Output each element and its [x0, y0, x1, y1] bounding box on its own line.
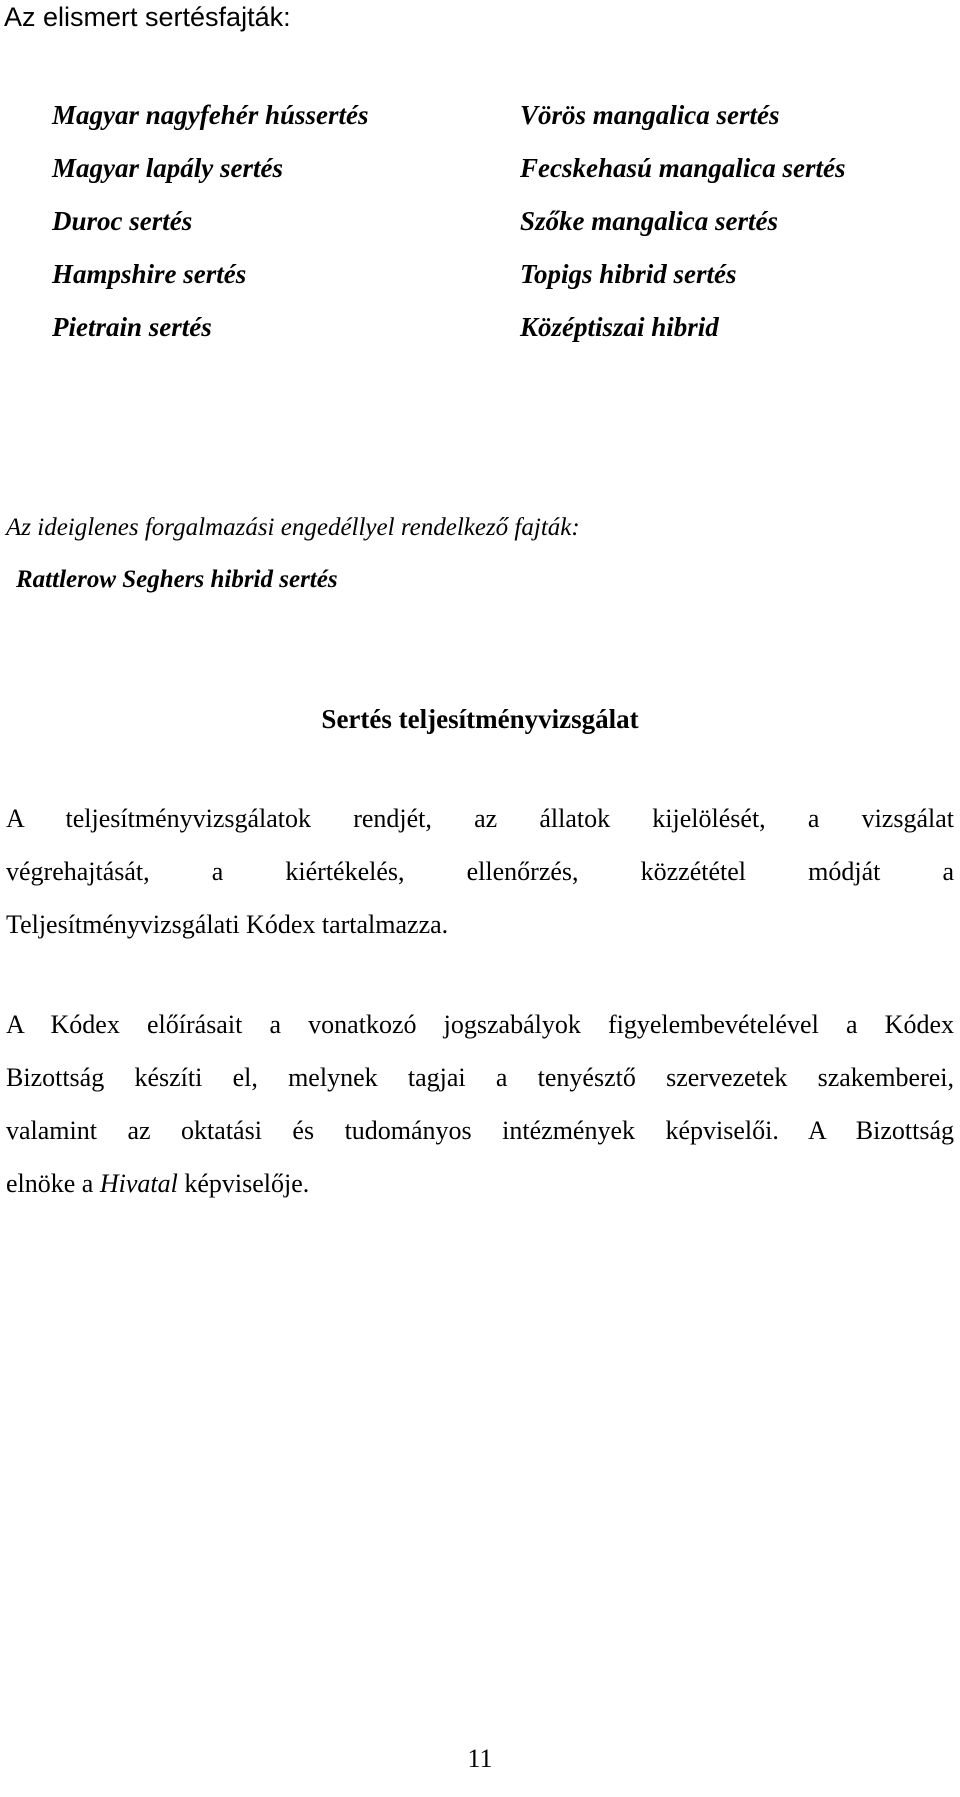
- provisional-breed-item: Rattlerow Seghers hibrid sertés: [16, 566, 338, 593]
- page-number: 11: [467, 1744, 493, 1773]
- breed-item: Vörös mangalica sertés: [520, 100, 780, 130]
- paragraph-line: A Kódex előírásait a vonatkozó jogszabályok figyelembevételével a Kódex: [6, 1010, 954, 1039]
- paragraph-code-committee: [6, 998, 954, 1210]
- paragraph-text: képviselője.: [177, 1169, 310, 1198]
- breed-item: Magyar lapály sertés: [52, 153, 283, 183]
- paragraph-line: A teljesítményvizsgálatok rendjét, az állatok kijelölését, a vizsgálat: [6, 804, 954, 833]
- breed-item: Magyar nagyfehér hússertés: [52, 100, 369, 130]
- paragraph-line: végrehajtását, a kiértékelés, ellenőrzés, közzététel módját a: [6, 857, 954, 886]
- paragraph-line: Teljesítményvizsgálati Kódex tartalmazza.: [6, 910, 449, 939]
- breed-item: Duroc sertés: [52, 206, 193, 236]
- breed-item: Fecskehasú mangalica sertés: [520, 153, 846, 183]
- recognized-breeds-right-list: [520, 89, 846, 354]
- recognized-breeds-heading: Az elismert sertésfajták:: [4, 2, 291, 32]
- paragraph-line: valamint az oktatási és tudományos intézmények képviselői. A Bizottság: [6, 1116, 954, 1145]
- breed-item: Pietrain sertés: [52, 312, 212, 342]
- paragraph-line: [6, 1157, 954, 1210]
- paragraph-line: Bizottság készíti el, melynek tagjai a tenyésztő szervezetek szakemberei,: [6, 1063, 954, 1092]
- paragraph-text: elnöke a: [6, 1169, 100, 1198]
- breed-item: Hampshire sertés: [52, 259, 247, 289]
- paragraph-performance-testing: [6, 792, 954, 951]
- breed-item: Topigs hibrid sertés: [520, 259, 737, 289]
- provisional-breeds-heading: Az ideiglenes forgalmazási engedéllyel rendelkező fajták:: [6, 514, 580, 541]
- section-title: Sertés teljesítményvizsgálat: [321, 704, 639, 734]
- breed-item: Középtiszai hibrid: [520, 312, 719, 342]
- emphasized-term: Hivatal: [99, 1169, 178, 1198]
- breed-item: Szőke mangalica sertés: [520, 206, 779, 236]
- recognized-breeds-left-list: [52, 89, 369, 354]
